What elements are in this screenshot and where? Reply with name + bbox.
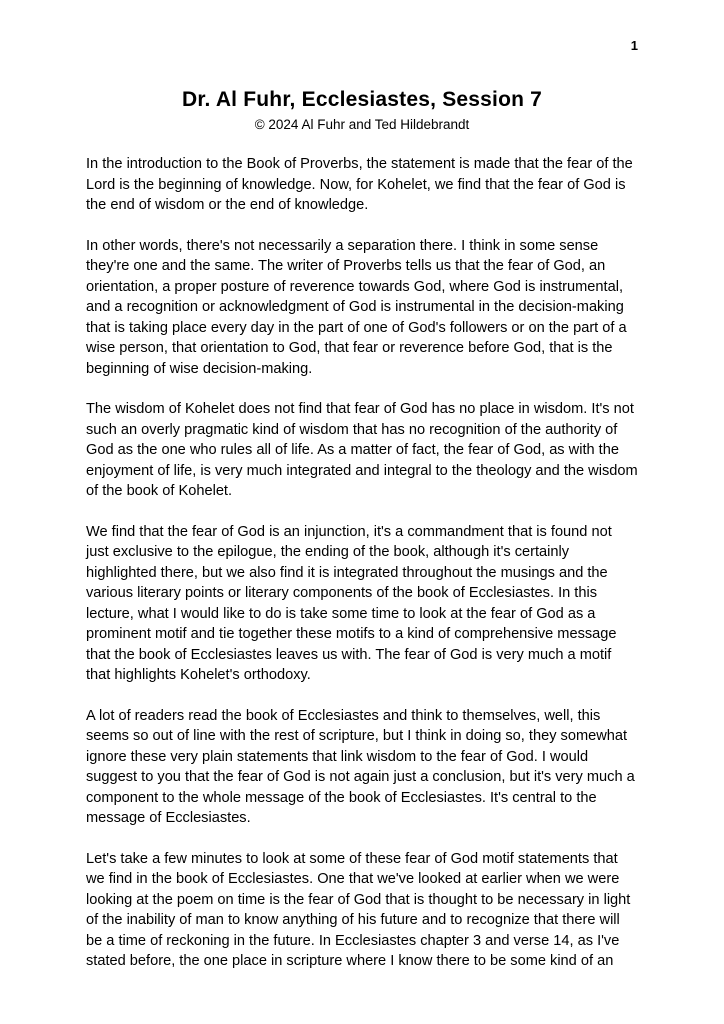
paragraph: Let's take a few minutes to look at some of these fear of God motif statements that we find in the book of Ecclesiastes. One that we've looked at earlier when we were looking at the poem on time is the fear of God that is thought to be necessary in light of the inability of man to know anything of his future and to recognize that there will be a time of reckoning in the future. In Ecclesiastes chapter 3 and verse 14, as I've stated before, the one place in scripture where I know there to be some kind of an <box>86 850 631 969</box>
paragraph: In other words, there's not necessarily a separation there. I think in some sense they're one and the same. The writer of Proverbs tells us that the fear of God, an orientation, a proper posture of reverence towards God, where God is instrumental, and a recognition or acknowledgment of God is instrumental in the decision-making that is taking place every day in the part of one of God's followers or on the part of a wise person, that orientation to God, that fear or reverence before God, that is the beginning of wise decision-making. <box>86 237 627 377</box>
paragraph: A lot of readers read the book of Ecclesiastes and think to themselves, well, this seems so out of line with the rest of scripture, but I think in doing so, they somewhat ignore these very plain statements that link wisdom to the fear of God. I would suggest to you that the fear of God is not again just a conclusion, but it's very much a component to the whole message of the book of Ecclesiastes. It's central to the message of Ecclesiastes. <box>86 707 635 826</box>
paragraph: The wisdom of Kohelet does not find that fear of God has no place in wisdom. It's not such an overly pragmatic kind of wisdom that has no recognition of the authority of God as the one who rules all of life. As a matter of fact, the fear of God, as with the enjoyment of life, is very much integrated and integral to the theology and the wisdom of the book of Kohelet. <box>86 401 638 499</box>
document-header <box>0 88 724 132</box>
copyright-line: © 2024 Al Fuhr and Ted Hildebrandt <box>254 117 470 132</box>
document-body <box>86 154 638 972</box>
paragraph: In the introduction to the Book of Proverbs, the statement is made that the fear of the Lord is the beginning of knowledge. Now, for Kohelet, we find that the fear of God is the end of wisdom or the end of knowledge. <box>86 156 633 213</box>
paragraph: We find that the fear of God is an injunction, it's a commandment that is found not just exclusive to the epilogue, the ending of the book, although it's certainly highlighted there, but we also find it is integrated throughout the musings and the various literary points or literary components of the book of Ecclesiastes. In this lecture, what I would like to do is take some time to look at the fear of God as a prominent motif and tie together these motifs to a kind of comprehensive message that the book of Ecclesiastes leaves us with. The fear of God is very much a motif that highlights Kohelet's orthodoxy. <box>86 523 617 683</box>
document-title: Dr. Al Fuhr, Ecclesiastes, Session 7 <box>181 88 543 111</box>
page-number: 1 <box>630 38 638 53</box>
